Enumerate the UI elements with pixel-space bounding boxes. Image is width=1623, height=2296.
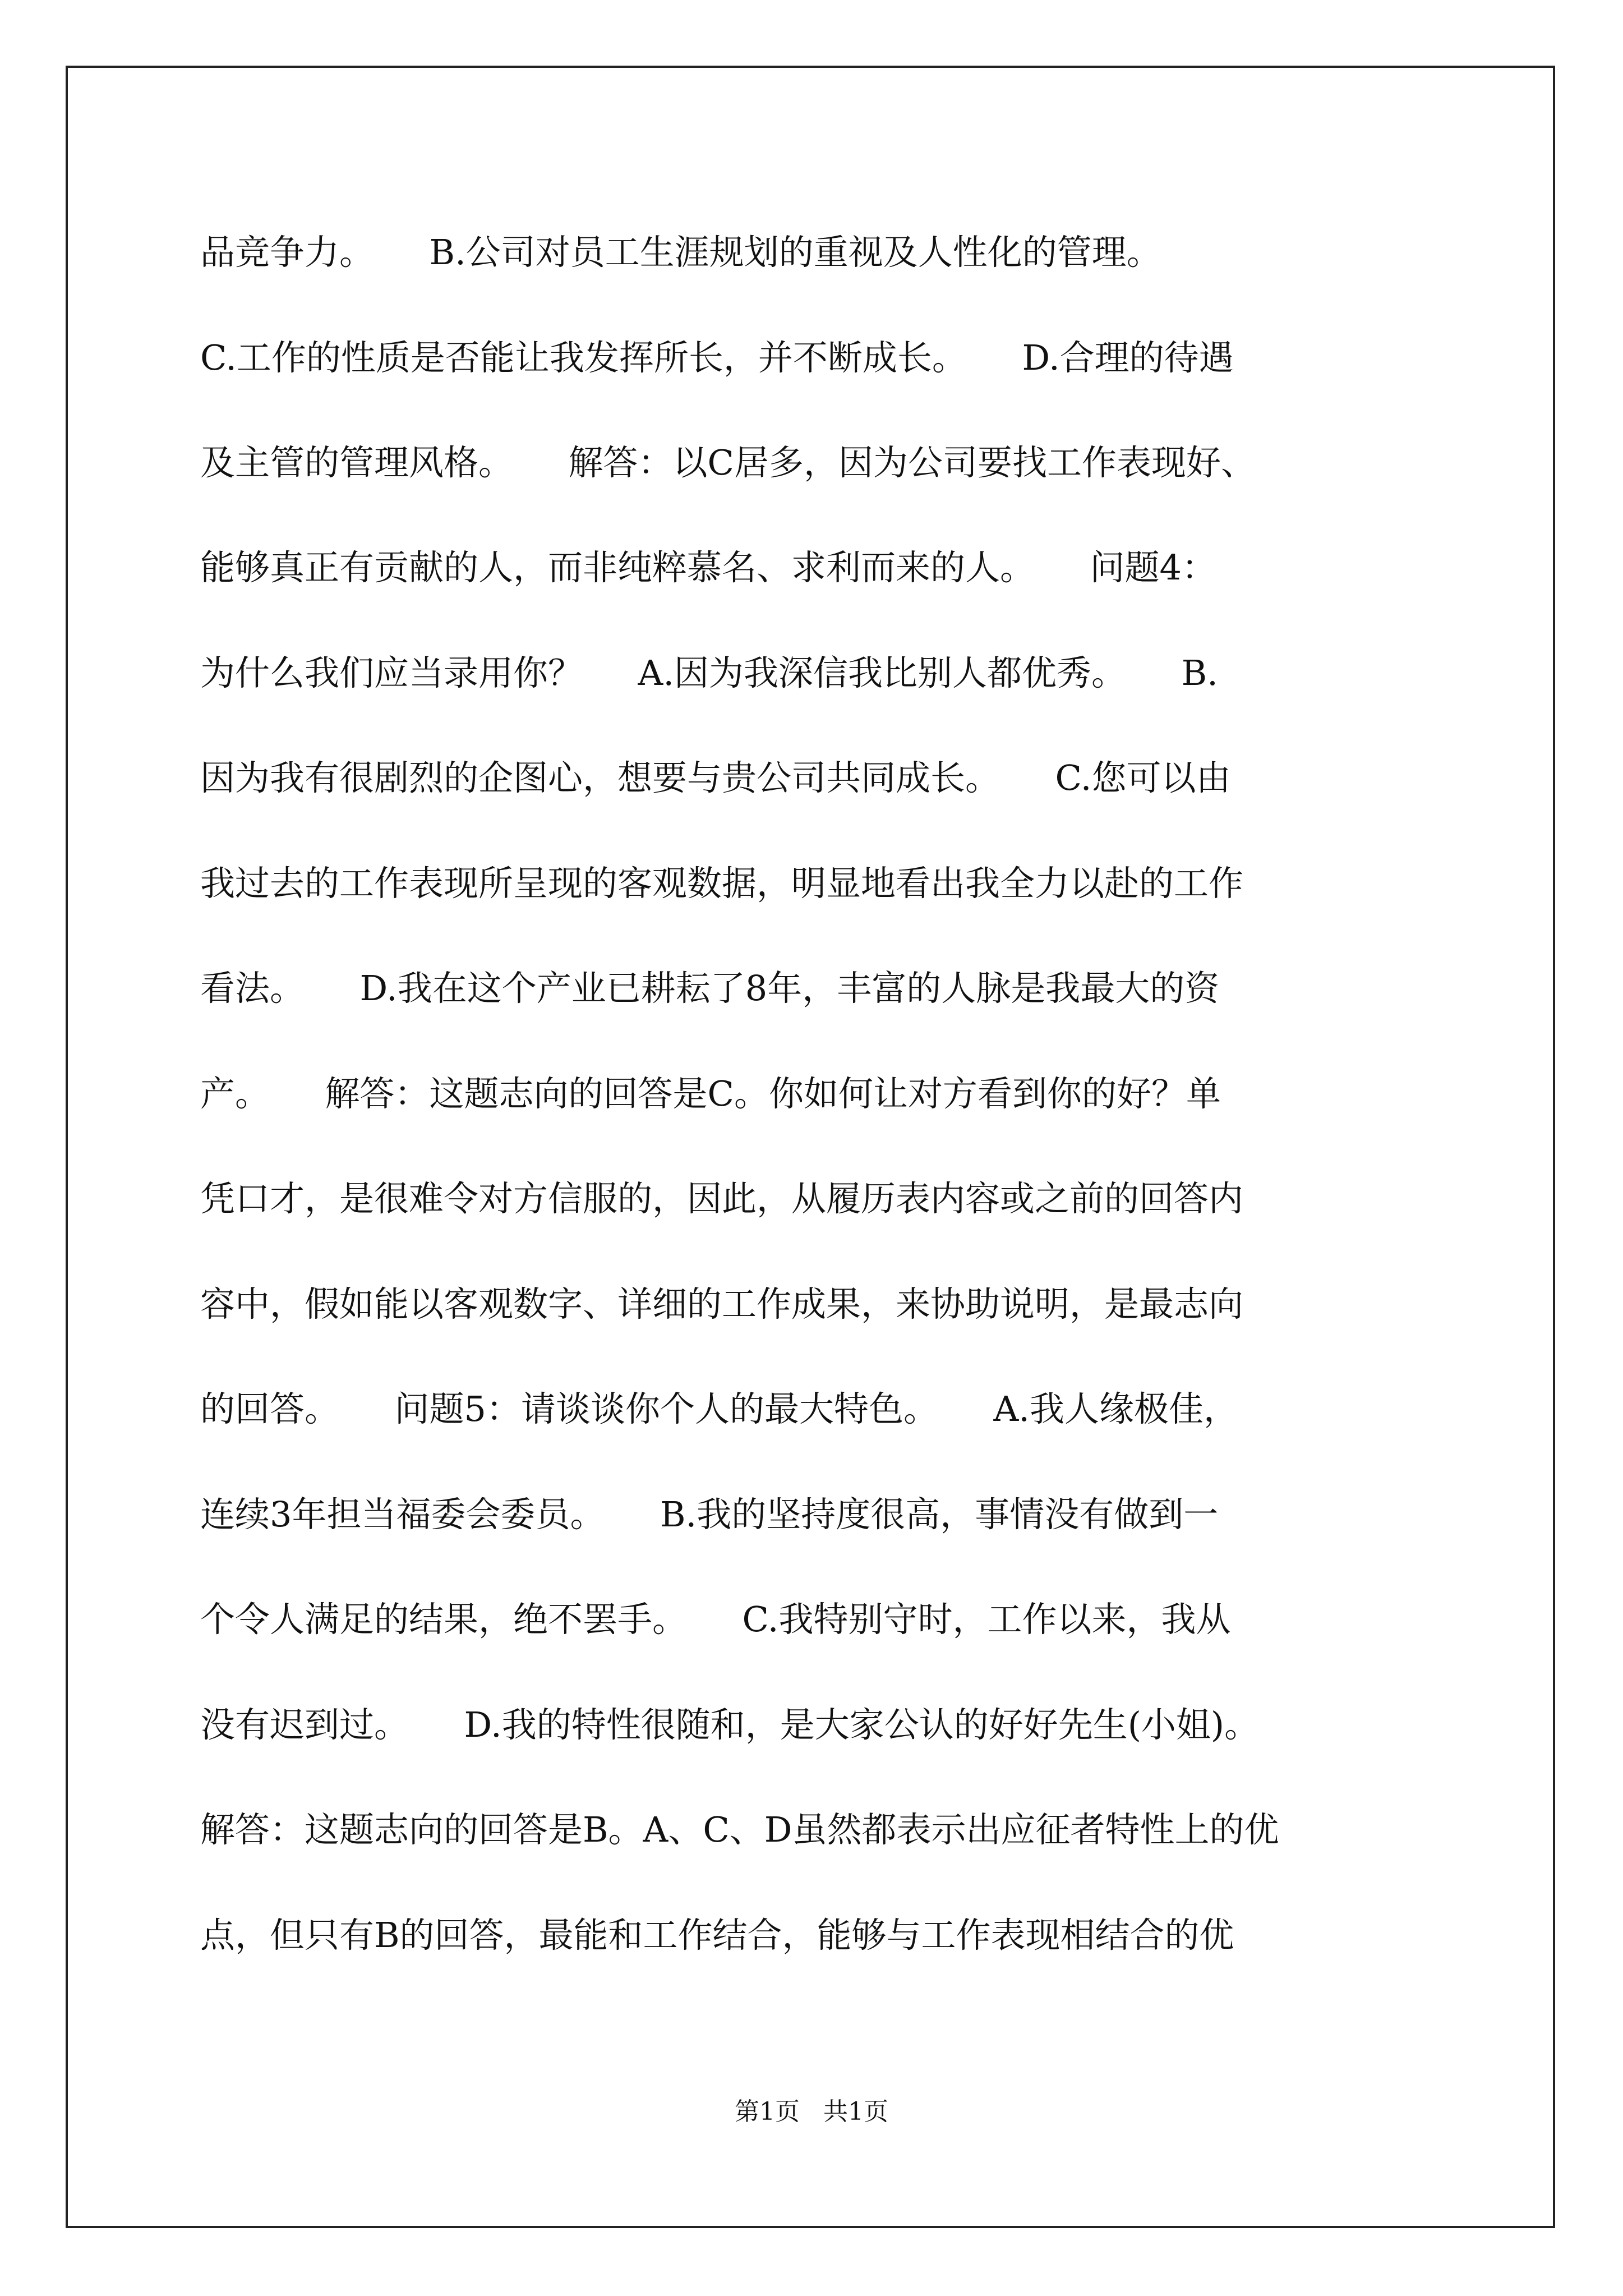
- text-line: 凭口才，是很难令对方信服的，因此，从履历表内容或之前的回答内: [200, 1178, 1244, 1219]
- text-line: 看法。 D.我在这个产业已耕耘了8年，丰富的人脉是我最大的资: [200, 968, 1220, 1009]
- text-line: 产。 解答：这题志向的回答是C。你如何让对方看到你的好？单: [200, 1073, 1221, 1114]
- text-line: 我过去的工作表现所呈现的客观数据，明显地看出我全力以赴的工作: [200, 863, 1244, 904]
- text-line: 没有迟到过。 D.我的特性很随和，是大家公认的好好先生(小姐)。: [200, 1704, 1260, 1745]
- text-line: 品竞争力。 B.公司对员工生涯规划的重视及人性化的管理。: [200, 232, 1161, 273]
- text-line: 解答：这题志向的回答是B。A、C、D虽然都表示出应征者特性上的优: [200, 1809, 1279, 1850]
- text-line: 及主管的管理风格。 解答：以C居多，因为公司要找工作表现好、: [200, 442, 1256, 483]
- text-line: 连续3年担当福委会委员。 B.我的坚持度很高，事情没有做到一: [200, 1494, 1219, 1535]
- text-line: 因为我有很剧烈的企图心，想要与贵公司共同成长。 C.您可以由: [200, 757, 1231, 798]
- text-line: 个令人满足的结果，绝不罢手。 C.我特别守时，工作以来，我从: [200, 1599, 1231, 1640]
- text-line: C.工作的性质是否能让我发挥所长，并不断成长。 D.合理的待遇: [200, 337, 1234, 378]
- text-line: 容中，假如能以客观数字、详细的工作成果，来协助说明，是最志向: [200, 1283, 1244, 1324]
- text-line: 为什么我们应当录用你？ A.因为我深信我比别人都优秀。 B.: [200, 652, 1218, 693]
- text-line: 的回答。 问题5：请谈谈你个人的最大特色。 A.我人缘极佳，: [200, 1388, 1239, 1429]
- text-line: 能够真正有贡献的人，而非纯粹慕名、求利而来的人。 问题4：: [200, 547, 1216, 588]
- text-line: 点，但只有B的回答，最能和工作结合，能够与工作表现相结合的优: [200, 1915, 1234, 1955]
- page-footer: 第1页 共1页: [735, 2097, 888, 2126]
- page-border: [66, 66, 1555, 2228]
